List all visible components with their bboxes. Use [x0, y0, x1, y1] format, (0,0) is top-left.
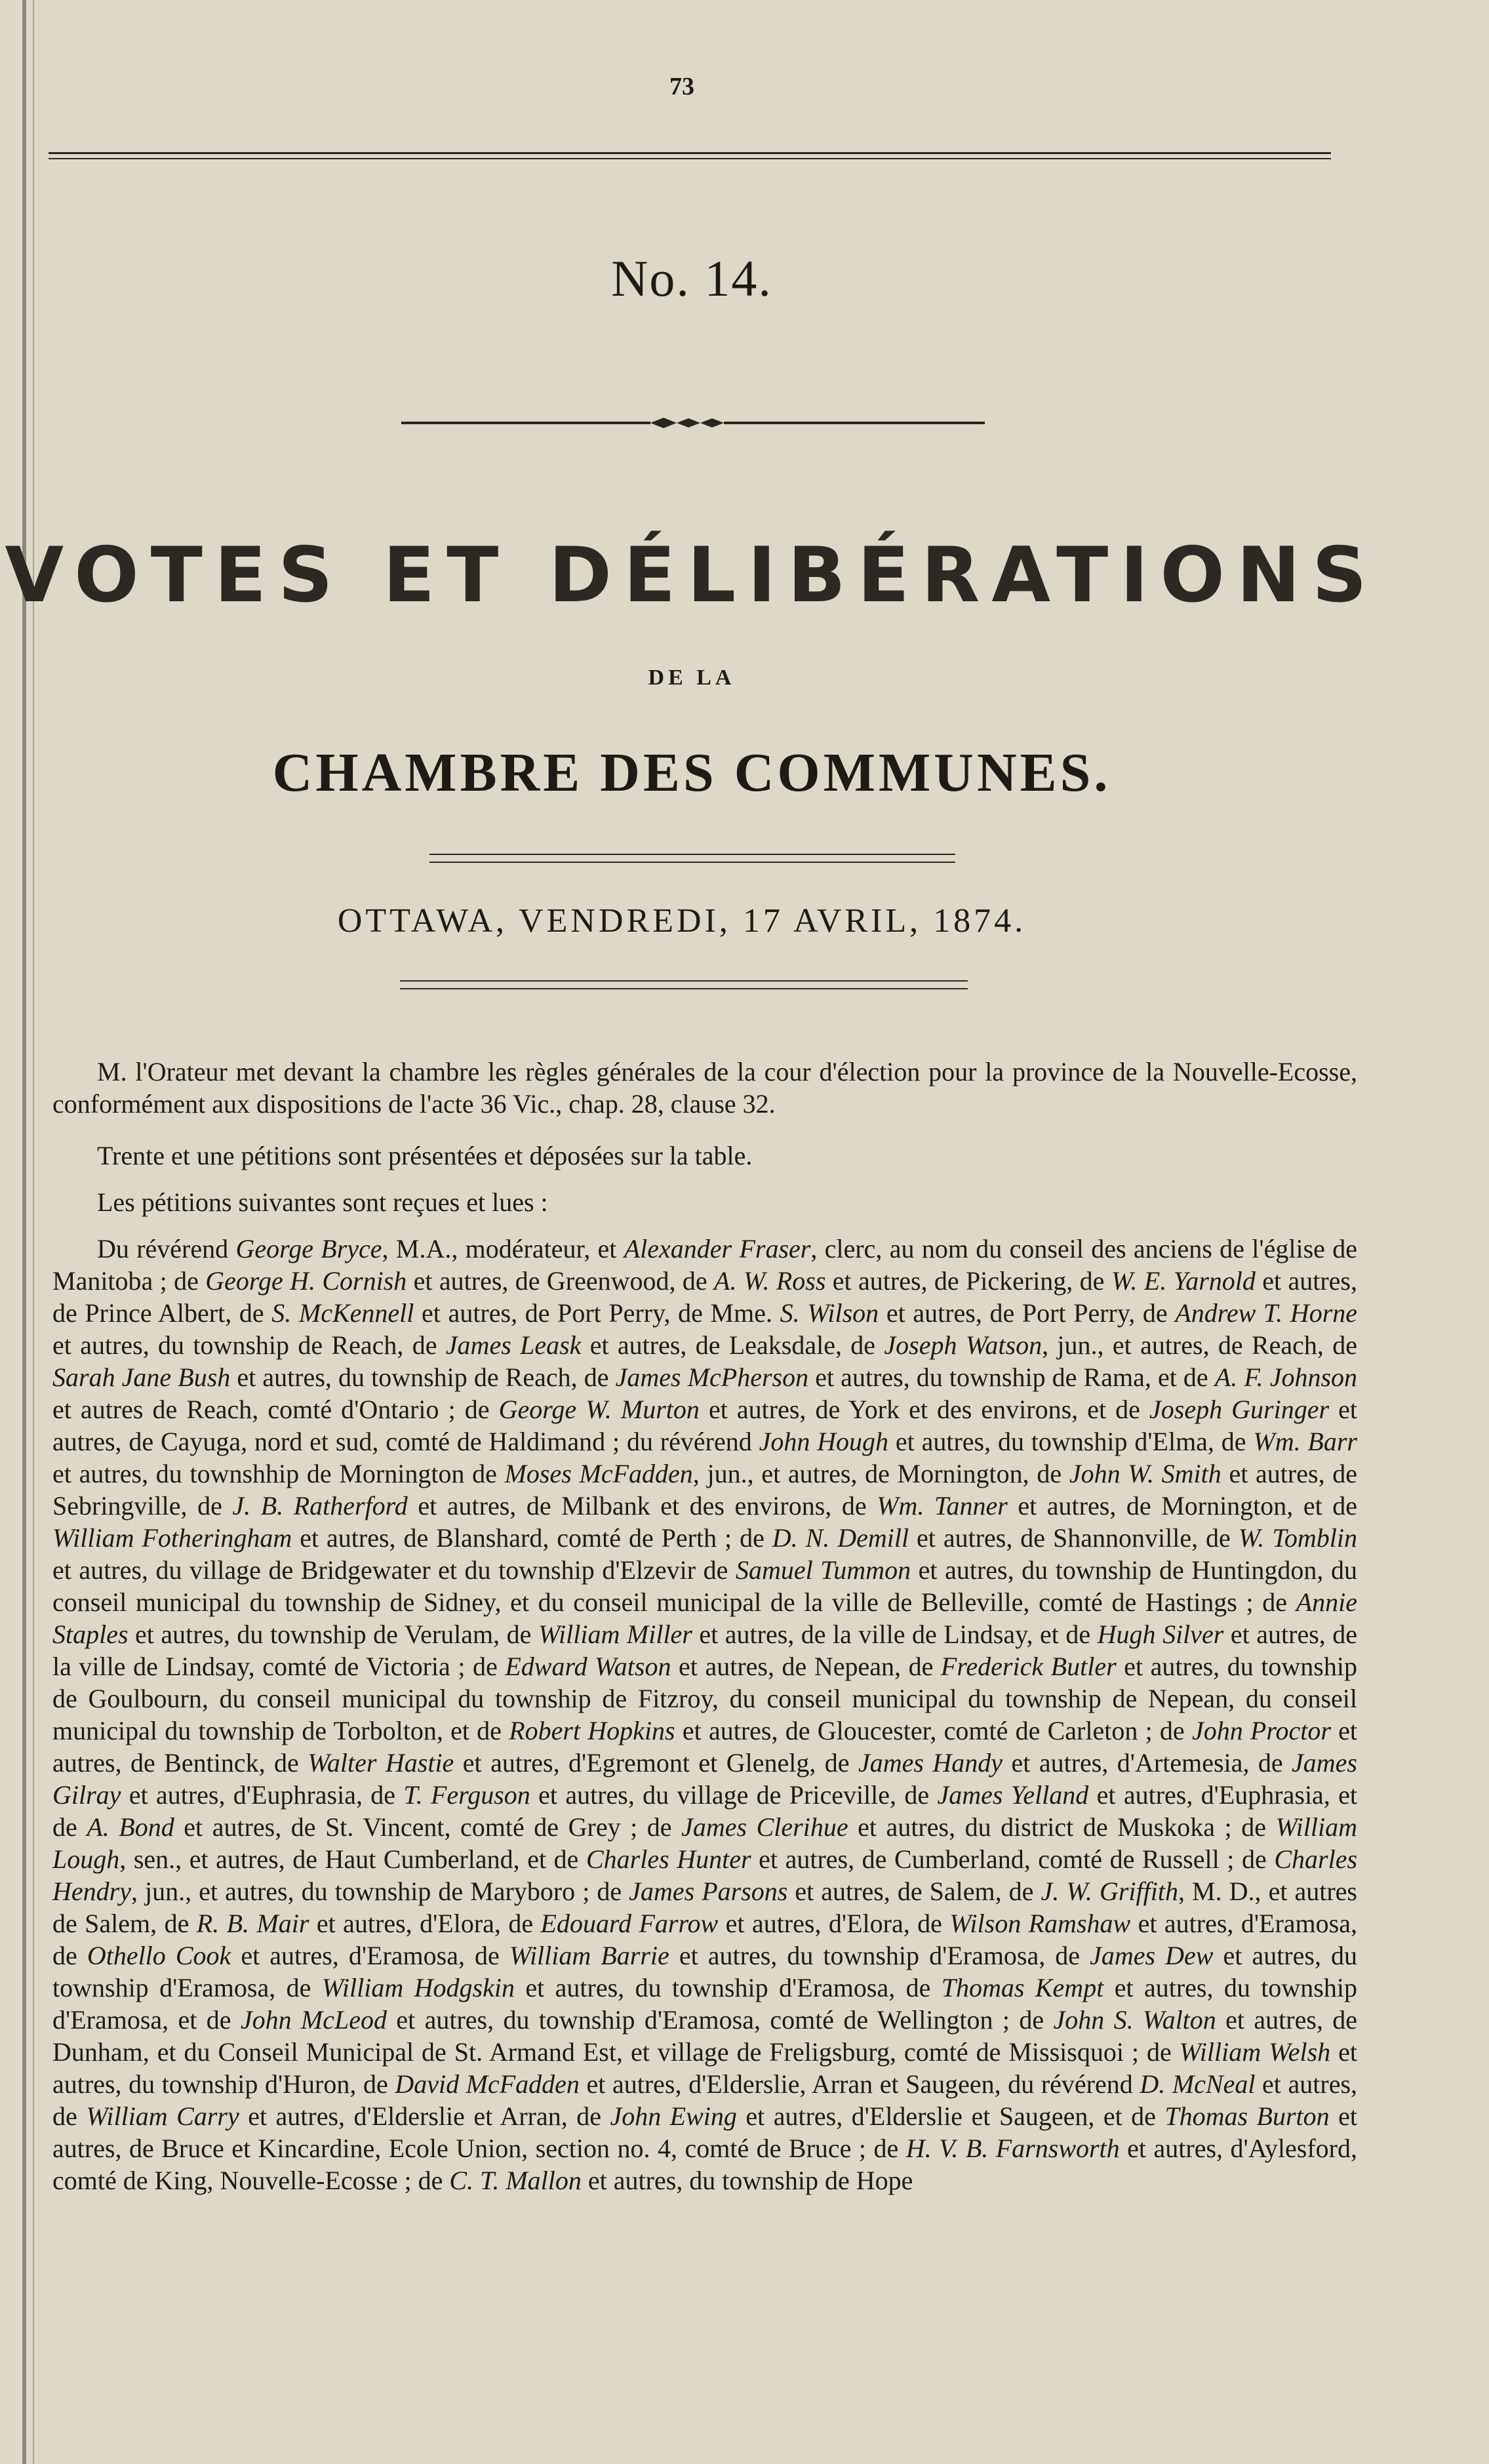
petition-text: et autres, d'Elderslie, Arran et Saugeen, du révérend [579, 2069, 1140, 2099]
petition-text: et autres, de Milbank et des environs, de [407, 1491, 877, 1520]
petitioner-name: Thomas Burton [1164, 2101, 1330, 2131]
petitioner-name: Wm. Tanner [877, 1491, 1008, 1520]
petition-text: et autres, d'Elderslie et Saugeen, et de [736, 2101, 1165, 2131]
title-connector: DE LA [648, 666, 736, 690]
petition-text: et autres, de Blanshard, comté de Perth ; de [292, 1523, 772, 1553]
petitioner-name: Alexander Fraser [624, 1234, 811, 1263]
dateline-rule [400, 980, 968, 989]
petitioner-name: Andrew T. Horne [1175, 1298, 1358, 1328]
petition-text: et autres, d'Egremont et Glenelg, de [454, 1748, 859, 1778]
petition-text: et autres de Reach, comté d'Ontario ; de [52, 1395, 499, 1424]
petition-text: et autres, de Port Perry, de Mme. [414, 1298, 780, 1328]
petition-text: et autres, de Pickering, de [825, 1266, 1111, 1296]
petitioner-name: Robert Hopkins [509, 1716, 675, 1745]
petitioner-name: James Clerihue [681, 1812, 848, 1842]
petition-text: et autres, du township d'Elma, de [888, 1427, 1254, 1456]
petitioner-name: William Fotheringham [52, 1523, 292, 1553]
petition-text: Du révérend [97, 1234, 236, 1263]
petitioner-name: D. N. Demill [772, 1523, 909, 1553]
petitioner-name: James Parsons [629, 1877, 788, 1906]
petitioner-name: Wm. Barr [1253, 1427, 1357, 1456]
petition-text: et autres, de Bruce et Kincardine, Ecole Union, section no. 4, comté de Bruce ; de [52, 2101, 1358, 2163]
petitioner-name: Thomas Kempt [941, 1973, 1104, 2002]
petitioner-name: Sarah Jane Bush [52, 1362, 231, 1392]
petitioner-name: W. E. Yarnold [1111, 1266, 1256, 1296]
petitioner-name: William Lough [52, 1812, 1357, 1874]
petitioner-name: H. V. B. Farnsworth [905, 2134, 1120, 2163]
binding-margin-line [22, 0, 26, 2464]
petitioner-name: R. B. Mair [196, 1909, 309, 1938]
petitioner-name: Charles Hunter [586, 1844, 751, 1874]
petitioner-name: Annie Staples [52, 1587, 1357, 1649]
petitioner-name: T. Ferguson [403, 1780, 530, 1810]
petitioner-name: D. McNeal [1140, 2069, 1256, 2099]
petition-text: et autres, du village de Priceville, de [530, 1780, 938, 1810]
petitioner-name: James Dew [1090, 1941, 1214, 1970]
petition-text: et autres, de Leaksdale, de [581, 1330, 884, 1360]
petition-text: et autres, du township de Hope [581, 2166, 913, 2195]
petition-text: et autres, du township d'Eramosa, comté de Wellington ; de [387, 2005, 1054, 2035]
petition-text: et autres, de la ville de Lindsay, et de [692, 1619, 1098, 1649]
petition-text: , M.A., modérateur, et [382, 1234, 624, 1263]
petitioner-name: Wilson Ramshaw [949, 1909, 1131, 1938]
petitioner-name: A. F. Johnson [1214, 1362, 1358, 1392]
petitioner-name: W. Tomblin [1238, 1523, 1358, 1553]
petition-text: et autres, de Prince Albert, de [52, 1266, 1358, 1328]
document-title: VOTES ET DÉLIBÉRATIONS [5, 531, 1379, 620]
petitioner-name: Frederick Butler [940, 1652, 1117, 1681]
petition-text: et autres, de Sebringville, de [52, 1459, 1358, 1520]
petitioner-name: John W. Smith [1069, 1459, 1221, 1488]
petition-text: , jun., et autres, de Reach, de [1042, 1330, 1358, 1360]
petitioner-name: John Hough [759, 1427, 889, 1456]
petition-text: , clerc, au nom du conseil des anciens de l'église de Manitoba ; de [52, 1234, 1357, 1296]
petitioner-name: S. Wilson [780, 1298, 879, 1328]
petition-text: et autres, d'Elderslie et Arran, de [239, 2101, 610, 2131]
petitioner-name: J. W. Griffith [1041, 1877, 1178, 1906]
petitioner-name: George H. Cornish [205, 1266, 407, 1296]
petitioner-name: C. T. Mallon [449, 2166, 582, 2195]
petitioner-name: James Gilray [52, 1748, 1357, 1810]
page-number: 73 [669, 73, 694, 100]
petitioner-name: Edward Watson [505, 1652, 671, 1681]
petition-text: et autres, du township de Huntingdon, du conseil municipal du township de Sidney, et du conseil municipal de la ville de Belleville, comté de Hastings ; de [52, 1555, 1357, 1617]
header-rule [49, 152, 1331, 159]
petition-text: et autres, du village de Bridgewater et du township d'Elzevir de [52, 1555, 736, 1585]
petitioner-name: John Proctor [1191, 1716, 1331, 1745]
petition-text: et autres, de Port Perry, de [879, 1298, 1176, 1328]
petitioner-name: James Leask [445, 1330, 582, 1360]
petitioner-name: S. McKennell [271, 1298, 414, 1328]
ornament-divider [401, 414, 985, 431]
petition-text: et autres, d'Eramosa, de [231, 1941, 509, 1970]
petition-text: et autres, d'Elora, de [309, 1909, 541, 1938]
paragraph-speaker: M. l'Orateur met devant la chambre les règles générales de la cour d'élection pour la province de la Nouvelle-Ecosse, conformément aux dispositions de l'acte 36 Vic., chap. 28, clause 32. [52, 1057, 1357, 1119]
petitioner-name: David McFadden [395, 2069, 580, 2099]
petitioner-name: A. Bond [87, 1812, 174, 1842]
petitioner-name: Joseph Guringer [1149, 1395, 1330, 1424]
petition-text: et autres, du district de Muskoka ; de [848, 1812, 1276, 1842]
petition-text: et autres, de la ville de Lindsay, comté de Victoria ; de [52, 1619, 1358, 1681]
minutes-body [52, 1056, 1357, 2211]
petitioner-name: Othello Cook [87, 1941, 231, 1970]
petitioner-name: Moses McFadden [504, 1459, 693, 1488]
petition-text: et autres, d'Artemesia, de [1003, 1748, 1292, 1778]
petition-text: et autres, du township de Rama, et de [808, 1362, 1215, 1392]
petitioner-name: William Welsh [1179, 2037, 1331, 2067]
petition-text: et autres, du township de Reach, de [230, 1362, 616, 1392]
petition-text: et autres, du township d'Eramosa, de [52, 1941, 1358, 2002]
petitioner-name: Charles Hendry [52, 1844, 1358, 1906]
petition-text: et autres, de St. Vincent, comté de Grey ; de [174, 1812, 682, 1842]
petitioner-name: William Hodgskin [321, 1973, 515, 2002]
petition-text: et autres, de Nepean, de [671, 1652, 941, 1681]
petitioner-name: John S. Walton [1053, 2005, 1216, 2035]
petition-text: et autres, d'Euphrasia, et de [52, 1780, 1357, 1842]
petitioner-name: Samuel Tummon [735, 1555, 911, 1585]
petition-text: et autres, du township d'Huron, de [52, 2037, 1357, 2099]
petition-text: et autres, d'Eramosa, de [52, 1909, 1357, 1970]
paragraph-petition-list [52, 1233, 1357, 2196]
petitioner-name: J. B. Ratherford [232, 1491, 408, 1520]
petition-text: et autres, de York et des environs, et de [699, 1395, 1149, 1424]
petition-text: et autres, du township d'Eramosa, de [514, 1973, 942, 2002]
petition-text: , M. D., et autres de Salem, de [52, 1877, 1357, 1938]
chamber-title: CHAMBRE DES COMMUNES. [272, 742, 1111, 803]
petition-text: et autres, de [52, 2069, 1358, 2131]
petitioner-name: Walter Hastie [308, 1748, 454, 1778]
petition-text: et autres, d'Euphrasia, de [121, 1780, 404, 1810]
petition-text: et autres, de Salem, de [787, 1877, 1041, 1906]
title-rule [429, 854, 955, 863]
petition-text: et autres, d'Aylesford, comté de King, Nouvelle-Ecosse ; de [52, 2134, 1357, 2195]
paragraph-petitions-read: Les pétitions suivantes sont reçues et lues : [97, 1187, 548, 1217]
petition-text: et autres, d'Elora, de [718, 1909, 950, 1938]
petitioner-name: James Yelland [937, 1780, 1089, 1810]
petition-text: et autres, de Bentinck, de [52, 1716, 1358, 1778]
petition-text: , jun., et autres, du township de Maryboro ; de [130, 1877, 629, 1906]
petitioner-name: Joseph Watson [884, 1330, 1042, 1360]
paragraph-petitions-presented: Trente et une pétitions sont présentées et déposées sur la table. [97, 1141, 753, 1170]
petitioner-name: Edouard Farrow [540, 1909, 719, 1938]
petition-text: et autres, de Shannonville, de [909, 1523, 1239, 1553]
petition-text: et autres, de Cayuga, nord et sud, comté de Haldimand ; du révérend [52, 1395, 1357, 1456]
petition-text: , sen., et autres, de Haut Cumberland, et de [119, 1844, 586, 1874]
petition-text: et autres, de Gloucester, comté de Carleton ; de [675, 1716, 1192, 1745]
petitioner-name: Hugh Silver [1097, 1619, 1224, 1649]
petition-text: et autres, de Mornington, et de [1007, 1491, 1358, 1520]
petitioner-name: John McLeod [240, 2005, 387, 2035]
petitioner-name: George W. Murton [498, 1395, 700, 1424]
petition-text: et autres, du township d'Eramosa, de [669, 1941, 1090, 1970]
petition-text: et autres, du townshhip de Mornington de [52, 1459, 505, 1488]
petitioner-name: William Miller [538, 1619, 692, 1649]
petition-text: et autres, du township de Goulbourn, du conseil municipal du township de Fitzroy, du conseil municipal du township de Nepean, du conseil municipal du township de Torbolton, et de [52, 1652, 1357, 1745]
binding-margin-line-inner [33, 0, 34, 2464]
dateline: OTTAWA, VENDREDI, 17 AVRIL, 1874. [337, 902, 1027, 940]
petition-text: et autres, du township d'Eramosa, et de [52, 1973, 1357, 2035]
petitioner-name: William Carry [86, 2101, 239, 2131]
petitioner-name: James Handy [858, 1748, 1003, 1778]
petition-text: et autres, du township de Verulam, de [128, 1619, 538, 1649]
issue-number: No. 14. [611, 250, 772, 307]
petitioner-name: James McPherson [615, 1362, 809, 1392]
petitioner-name: George Bryce [235, 1234, 382, 1263]
petition-text: et autres, de Dunham, et du Conseil Municipal de St. Armand Est, et village de Freligsburg, comté de Missisquoi ; de [52, 2005, 1357, 2067]
petition-text: et autres, de Greenwood, de [407, 1266, 715, 1296]
petitioner-name: John Ewing [610, 2101, 737, 2131]
petition-text: et autres, du township de Reach, de [52, 1330, 446, 1360]
petition-text: et autres, de Cumberland, comté de Russell ; de [751, 1844, 1275, 1874]
petition-text: , jun., et autres, de Mornington, de [692, 1459, 1069, 1488]
petitioner-name: A. W. Ross [714, 1266, 826, 1296]
petitioner-name: William Barrie [509, 1941, 669, 1970]
